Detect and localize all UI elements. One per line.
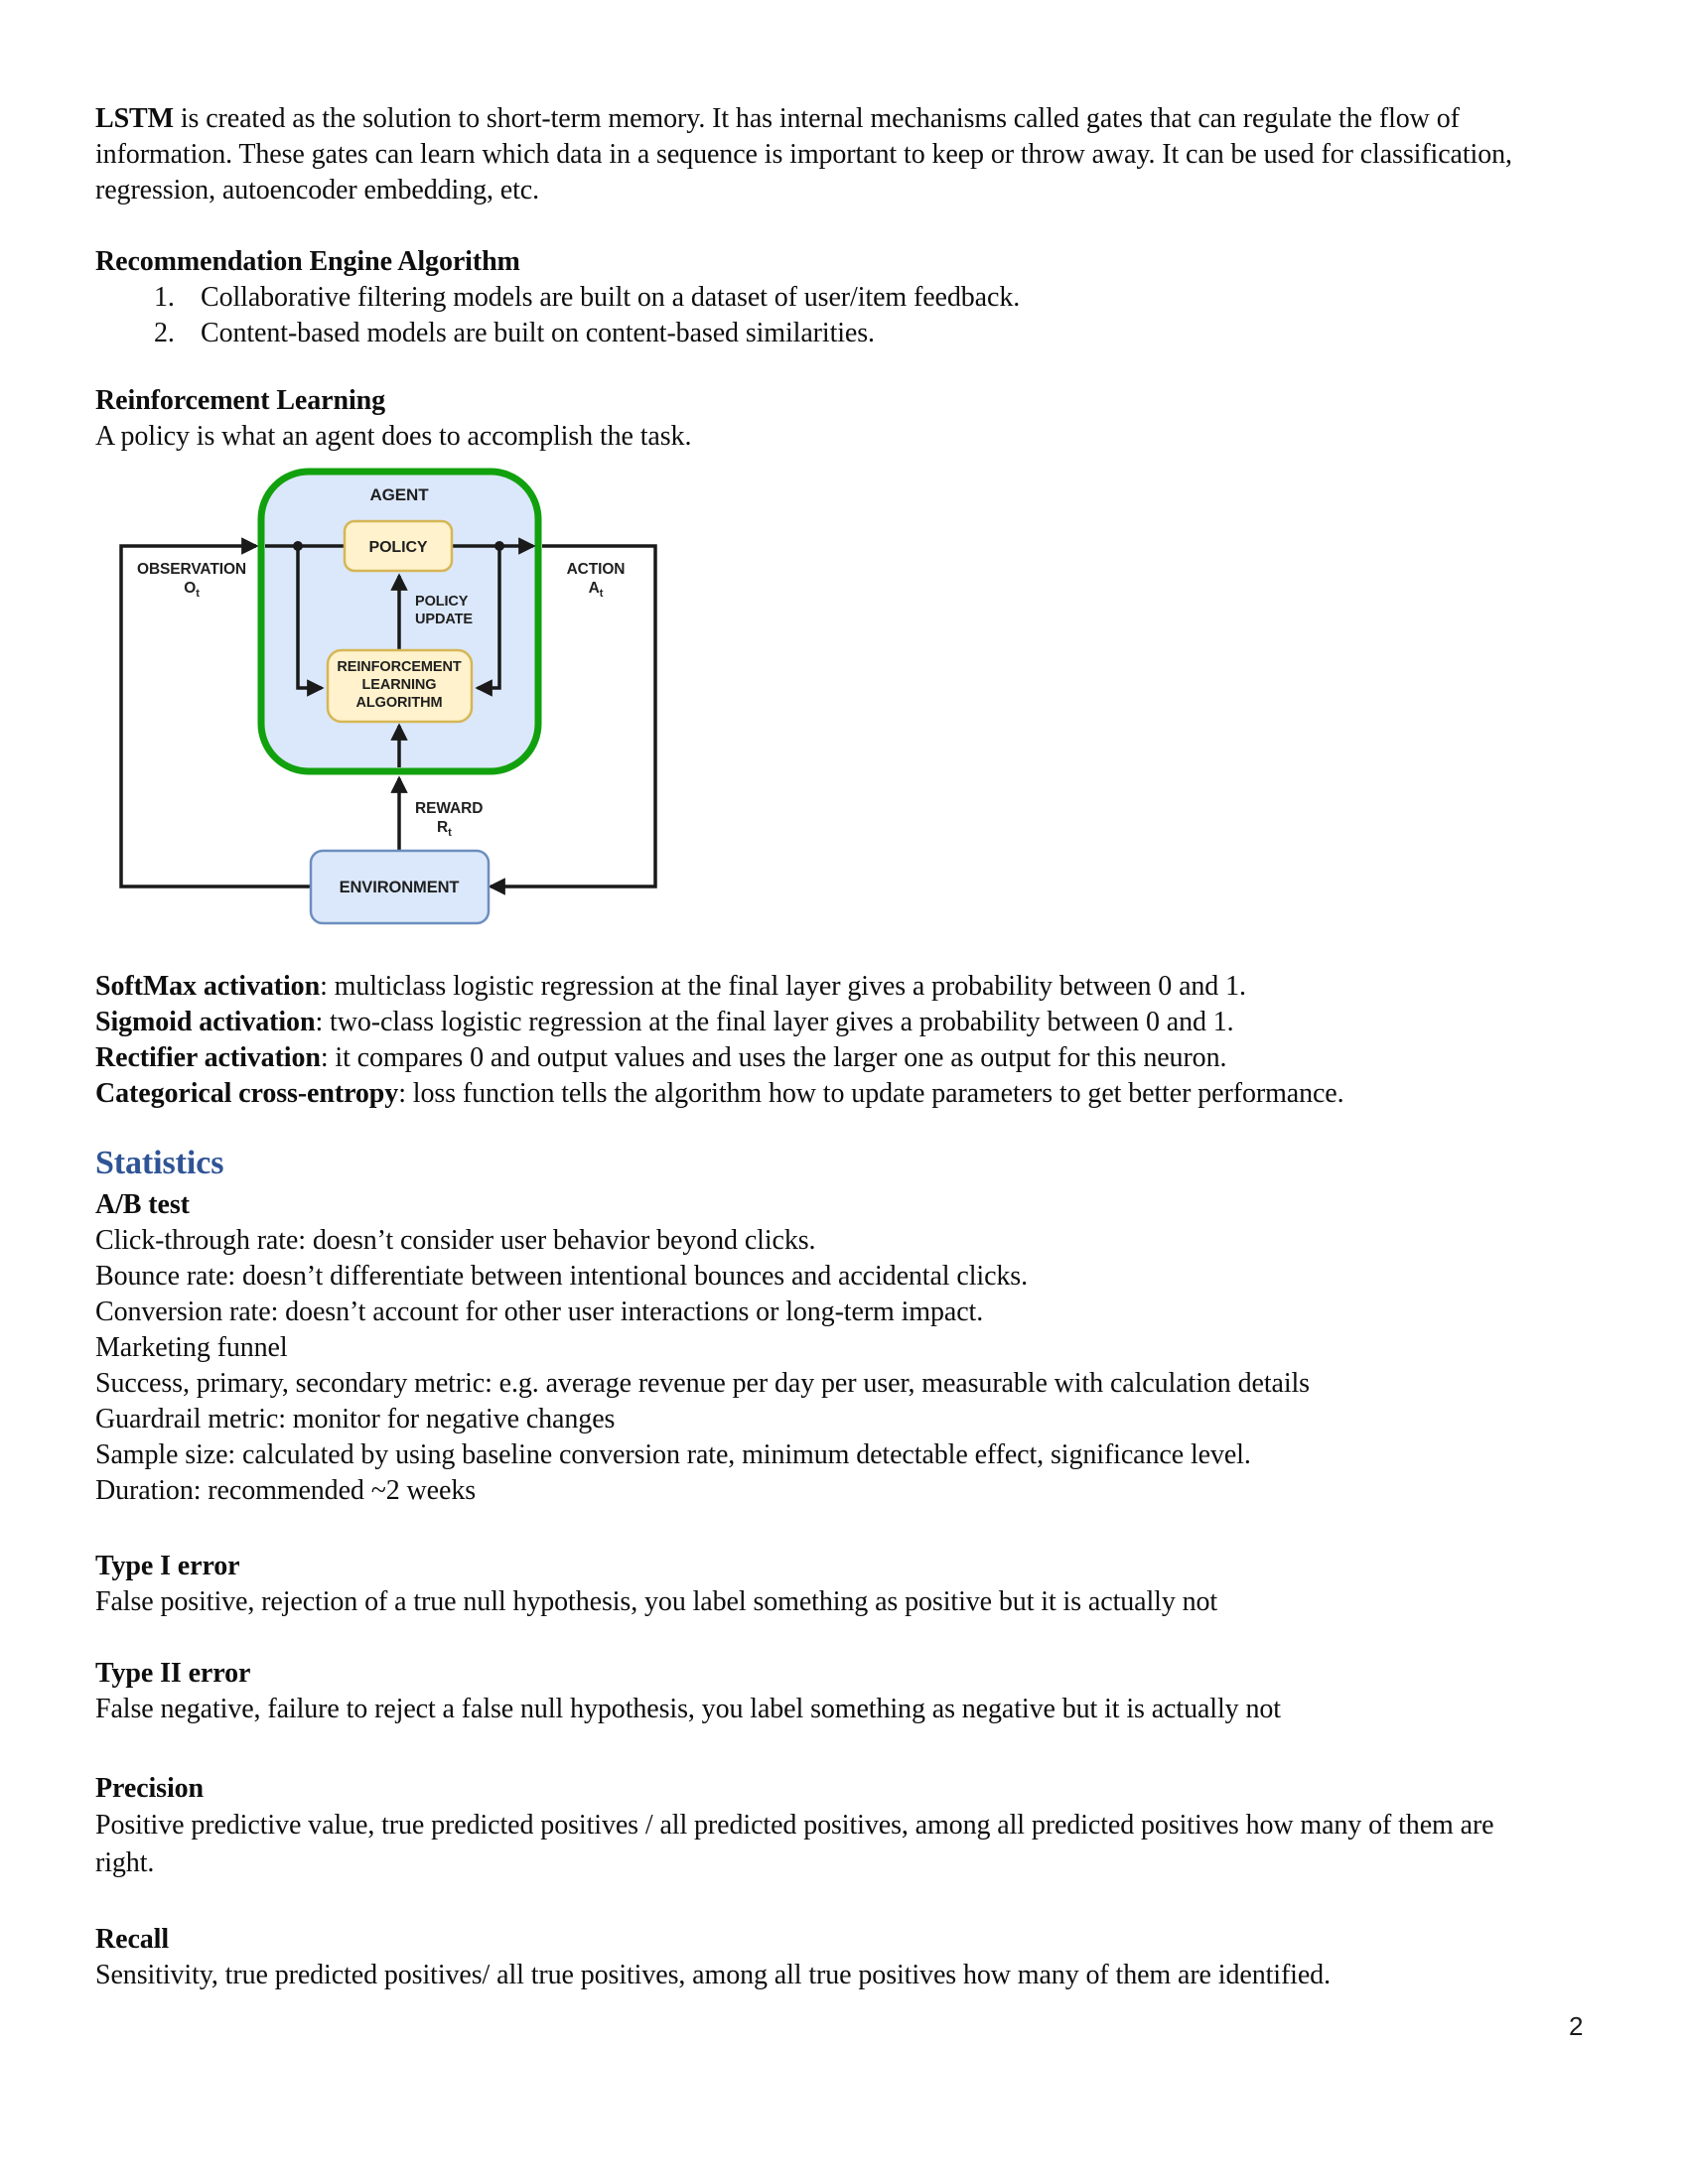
- list-item: [95, 316, 1549, 351]
- activation-line: [95, 969, 1549, 1005]
- junction-dot: [293, 541, 303, 551]
- precision-body: Positive predictive value, true predicted positives / all predicted positives, among all predicted positives how many of them are right.: [95, 1810, 1494, 1878]
- reward-symbol: [437, 819, 452, 839]
- stat-line: Marketing funnel: [95, 1332, 288, 1363]
- ab-test-heading: A/B test: [95, 1189, 190, 1220]
- type2-heading: Type II error: [95, 1658, 251, 1689]
- intro-paragraph: [95, 101, 1549, 208]
- activation-text: : loss function tells the algorithm how to update parameters to get better performance.: [398, 1078, 1344, 1109]
- action-symbol: [589, 580, 604, 600]
- action-symbol-base: A: [588, 580, 600, 597]
- stat-line: Click-through rate: doesn’t consider user behavior beyond clicks.: [95, 1225, 816, 1256]
- rl-algorithm-label-line2: LEARNING: [361, 677, 437, 693]
- activations-block: [95, 969, 1549, 1112]
- activation-text: : it compares 0 and output values and uses the larger one as output for this neuron.: [320, 1042, 1227, 1073]
- activation-line: [95, 1076, 1549, 1112]
- activation-text: : multiclass logistic regression at the final layer gives a probability between 0 and 1.: [320, 971, 1246, 1002]
- stat-line: Bounce rate: doesn’t differentiate between intentional bounces and accidental clicks.: [95, 1261, 1028, 1292]
- observation-label: OBSERVATION: [137, 561, 246, 578]
- stat-line: Conversion rate: doesn’t account for other user interactions or long-term impact.: [95, 1297, 984, 1327]
- policy-label: POLICY: [368, 539, 428, 556]
- rl-diagram-svg: [99, 457, 675, 943]
- policy-update-label-line2: UPDATE: [415, 612, 473, 627]
- recommendation-list: [95, 280, 1549, 351]
- observation-symbol: [184, 580, 200, 600]
- observation-symbol-base: O: [184, 580, 197, 597]
- page-number: 2: [1569, 2011, 1584, 2041]
- section-heading-recommendation: Recommendation Engine Algorithm: [95, 246, 520, 277]
- reward-label: REWARD: [415, 800, 484, 817]
- observation-symbol-sub: t: [196, 588, 200, 600]
- rl-algorithm-label-line3: ALGORITHM: [355, 695, 443, 711]
- stat-line: Duration: recommended ~2 weeks: [95, 1475, 477, 1506]
- policy-update-label-line1: POLICY: [415, 594, 469, 610]
- section-heading-reinforcement: Reinforcement Learning: [95, 385, 386, 416]
- recall-heading: Recall: [95, 1924, 170, 1955]
- activation-term: SoftMax activation: [95, 971, 321, 1002]
- reward-symbol-base: R: [437, 819, 449, 836]
- rl-algorithm-label-line1: REINFORCEMENT: [337, 659, 462, 675]
- list-item-text: Content-based models are built on content-based similarities.: [201, 318, 875, 348]
- stat-line: Sample size: calculated by using baseline conversion rate, minimum detectable effect, significance level.: [95, 1439, 1251, 1470]
- reward-symbol-sub: t: [448, 827, 452, 839]
- activation-line: [95, 1040, 1549, 1076]
- action-label: ACTION: [566, 561, 626, 578]
- list-item-number: 1.: [154, 282, 175, 313]
- type2-body: False negative, failure to reject a false null hypothesis, you label something as negative but it is actually not: [95, 1694, 1281, 1724]
- intro-lead-term: LSTM: [95, 103, 174, 134]
- activation-line: [95, 1005, 1549, 1040]
- list-item: [95, 280, 1549, 316]
- reinforcement-body: A policy is what an agent does to accomplish the task.: [95, 421, 692, 452]
- stat-line: Guardrail metric: monitor for negative changes: [95, 1404, 616, 1434]
- agent-label: AGENT: [369, 485, 429, 504]
- rl-diagram: [99, 457, 1549, 943]
- activation-term: Rectifier activation: [95, 1042, 321, 1073]
- recall-body: Sensitivity, true predicted positives/ all true positives, among all true positives how many of them are identified.: [95, 1960, 1331, 1990]
- type1-body: False positive, rejection of a true null hypothesis, you label something as positive but it is actually not: [95, 1586, 1218, 1617]
- statistics-heading: Statistics: [95, 1145, 224, 1181]
- activation-text: : two-class logistic regression at the final layer gives a probability between 0 and 1.: [315, 1007, 1234, 1037]
- precision-heading: Precision: [95, 1773, 205, 1804]
- activation-term: Categorical cross-entropy: [95, 1078, 399, 1109]
- list-item-number: 2.: [154, 318, 175, 348]
- stat-line: Success, primary, secondary metric: e.g. average revenue per day per user, measurable with calculation details: [95, 1368, 1310, 1399]
- activation-term: Sigmoid activation: [95, 1007, 316, 1037]
- environment-label: ENVIRONMENT: [339, 879, 460, 896]
- list-item-text: Collaborative filtering models are built on a dataset of user/item feedback.: [201, 282, 1021, 313]
- type1-heading: Type I error: [95, 1551, 240, 1581]
- intro-text: is created as the solution to short-term memory. It has internal mechanisms called gates that can regulate the flow of information. These gates can learn which data in a sequence is important to keep or throw away. It can be used for classification, regression, autoencoder embedding, etc.: [95, 103, 1512, 205]
- action-symbol-sub: t: [599, 588, 604, 600]
- junction-dot: [494, 541, 504, 551]
